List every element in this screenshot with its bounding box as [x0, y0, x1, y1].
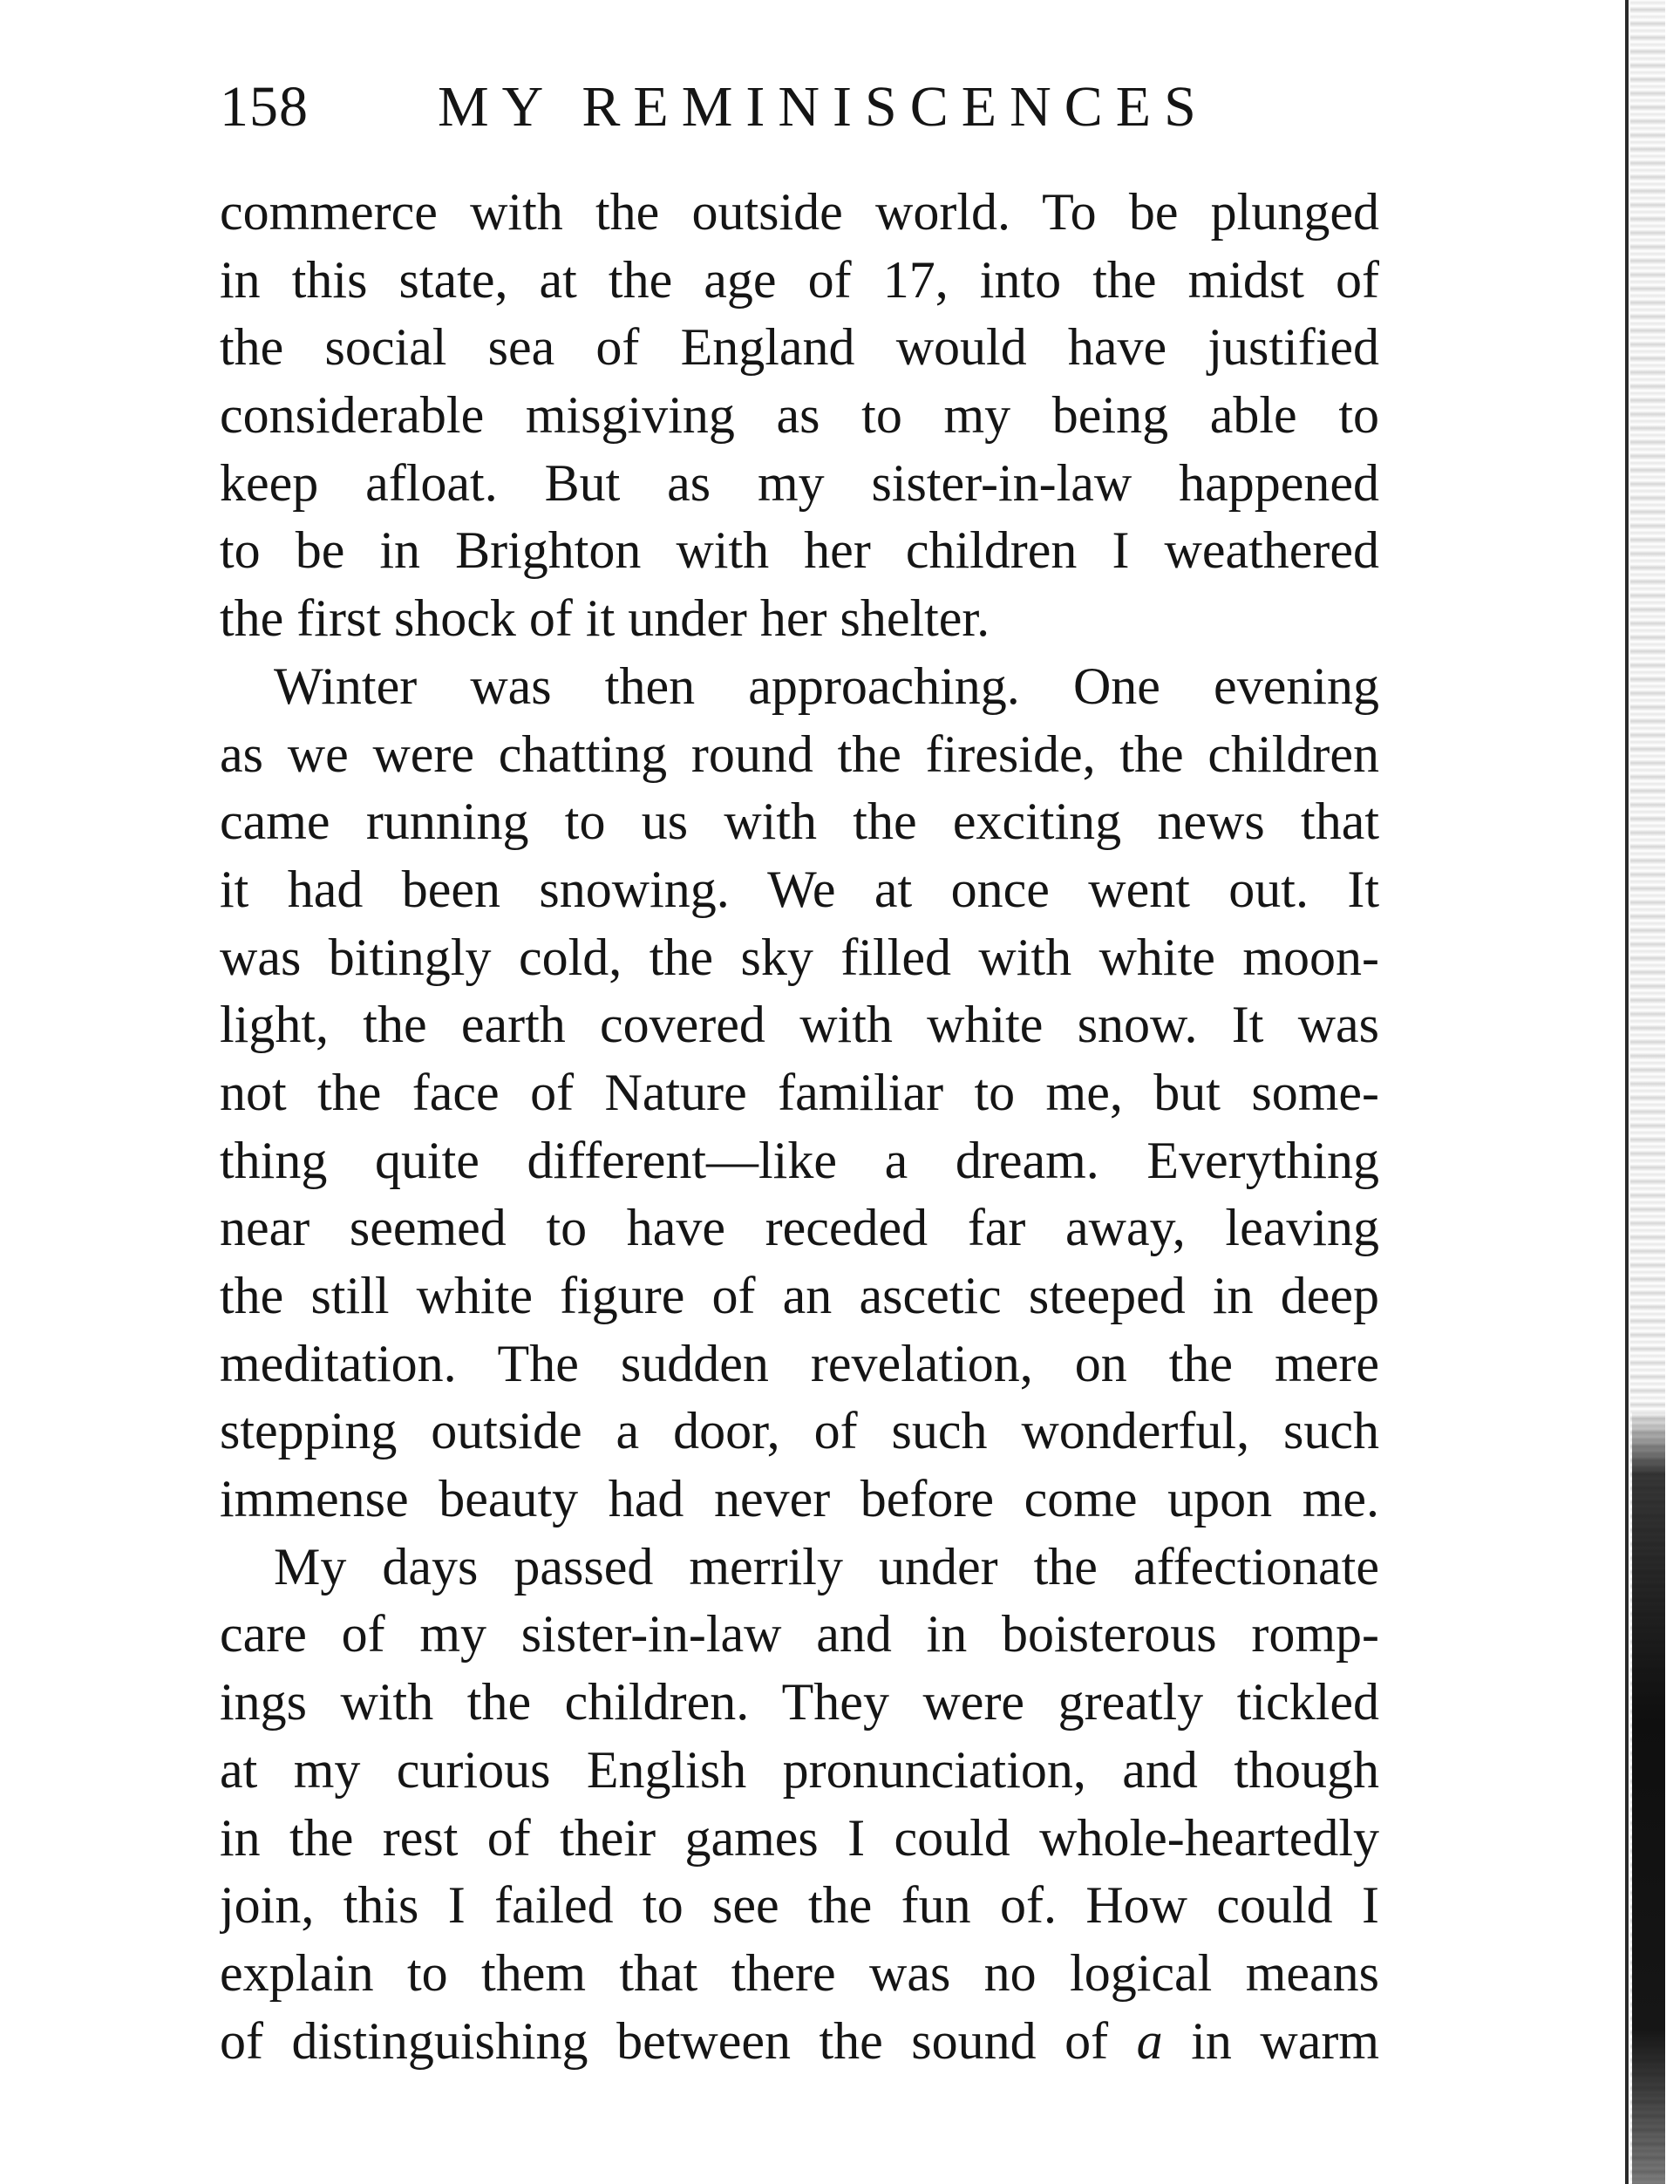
- text-line: meditation. The sudden revelation, on the mere: [220, 1334, 1379, 1392]
- text-line: in this state, at the age of 17, into the midst of: [220, 250, 1379, 309]
- text-line: immense beauty had never before come upon me.: [220, 1470, 1379, 1528]
- text-line: care of my sister-in-law and in boisterous romp-: [220, 1605, 1379, 1664]
- text-line: near seemed to have receded far away, leaving: [220, 1199, 1379, 1257]
- text-line: keep afloat. But as my sister-in-law happened: [220, 453, 1379, 512]
- text-line: came running to us with the exciting news that: [220, 793, 1379, 851]
- text-line: ings with the children. They were greatly tickled: [220, 1673, 1379, 1732]
- running-title: MY REMINISCENCES: [438, 75, 1209, 139]
- text-line: light, the earth covered with white snow. It was: [220, 996, 1379, 1054]
- text-line: to be in Brighton with her children I weathered: [220, 521, 1379, 580]
- text-line: in the rest of their games I could whole-heartedly: [220, 1808, 1379, 1867]
- text-line: was bitingly cold, the sky filled with white moon-: [220, 928, 1379, 986]
- text-line: as we were chatting round the fireside, the children: [220, 725, 1379, 783]
- final-line-end: in warm: [1162, 2011, 1379, 2070]
- body-text: [220, 179, 1379, 2075]
- text-line: not the face of Nature familiar to me, but some-: [220, 1063, 1379, 1121]
- text-line: at my curious English pronunciation, and though: [220, 1740, 1379, 1799]
- text-line: Winter was then approaching. One evening: [274, 657, 1379, 715]
- text-line: it had been snowing. We at once went out. It: [220, 860, 1379, 918]
- text-line: commerce with the outside world. To be plunged: [220, 183, 1379, 241]
- italic-letter: a: [1136, 2011, 1163, 2070]
- text-line: the social sea of England would have justified: [220, 318, 1379, 377]
- running-head: [220, 68, 1440, 146]
- text-line: My days passed merrily under the affectionate: [274, 1537, 1379, 1595]
- text-line: join, this I failed to see the fun of. How could I: [220, 1876, 1379, 1935]
- binding-line: [1625, 0, 1629, 2184]
- text-line: stepping outside a door, of such wonderful, such: [220, 1402, 1379, 1460]
- text-line: explain to them that there was no logical means: [220, 1943, 1379, 2002]
- binding-shadow: [1632, 1412, 1665, 2184]
- final-line-start: of distinguishing between the sound of: [220, 2011, 1137, 2070]
- text-line-final: [220, 2008, 1379, 2076]
- text-line: considerable misgiving as to my being able to: [220, 386, 1379, 445]
- text-line: thing quite different—like a dream. Everything: [220, 1131, 1379, 1189]
- page-number: 158: [220, 75, 309, 139]
- book-binding-edge: [1602, 0, 1680, 2184]
- text-line: the still white figure of an ascetic steeped in deep: [220, 1267, 1379, 1324]
- text-line: the first shock of it under her shelter.: [220, 589, 990, 648]
